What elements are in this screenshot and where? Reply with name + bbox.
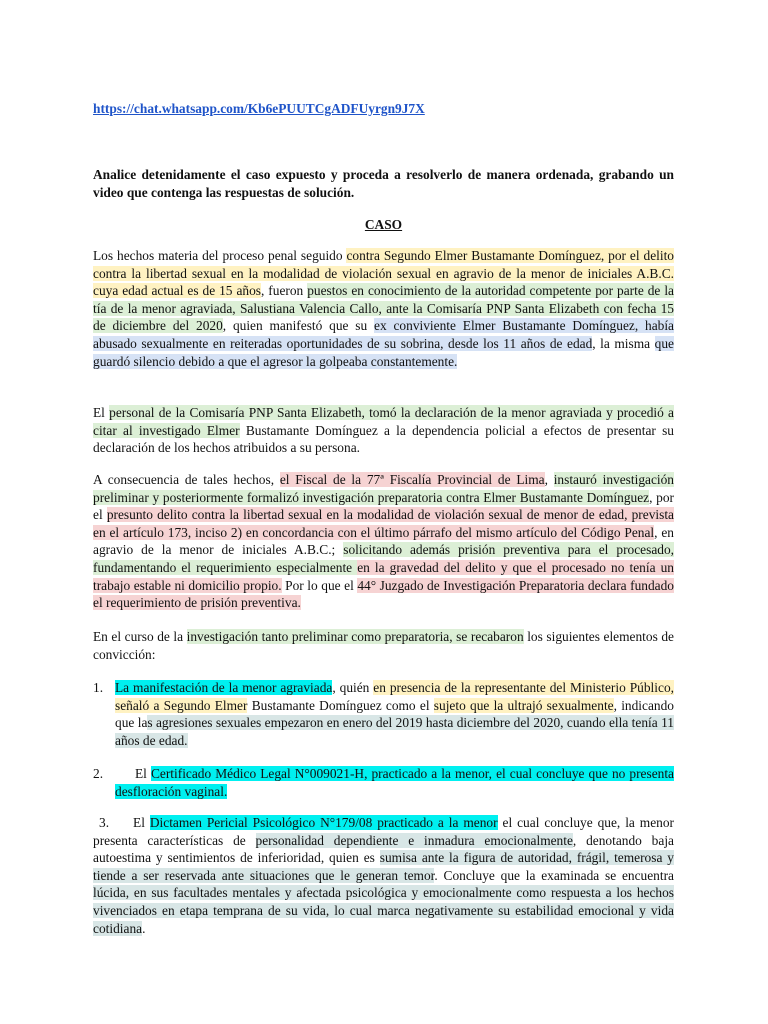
p1-highlight-silence: que guardó silencio debido a que el agresor la golpeaba constantemente. (93, 335, 674, 369)
list-item (93, 765, 674, 800)
whatsapp-link-line (93, 100, 674, 118)
item1-highlight-ministry: en presencia de la representante del Ministerio Público, señaló a Segundo Elmer (115, 680, 674, 713)
p2-highlight-police: personal de la Comisaría PNP Santa Elizabeth, tomó la declaración de la menor agraviada y procedió a citar al investigado Elmer (93, 405, 674, 438)
p3-highlight-fiscal: el Fiscal de la 77ª Fiscalía Provincial de Lima (279, 472, 545, 487)
case-heading (93, 216, 674, 234)
item1-text: , quién (332, 680, 374, 695)
p2-text: Bustamante Domínguez a la dependencia policial a efectos de presentar su declaración de los hechos atribuidos a su persona. (93, 422, 674, 456)
case-heading-text: CASO (364, 217, 403, 232)
p1-text: , quien manifestó que su (222, 318, 375, 334)
item2-text: El (135, 766, 151, 781)
list-item (93, 679, 674, 749)
item3-text: . Concluye que la examinada se encuentra (434, 867, 674, 883)
item3-highlight-dictamen: Dictamen Pericial Psicológico N°179/08 practicado a la menor (149, 815, 498, 830)
item3-highlight-lucid: lúcida, en sus facultades mentales y afectada psicológica y emocionalmente como respuesta a los hechos vivenciados en etapa temprana de su vida, lo cual marca negativamente su estabilidad emocional y vida cotidiana (93, 885, 674, 936)
p1-text: , la misma (592, 335, 655, 351)
whatsapp-link[interactable]: https://chat.whatsapp.com/Kb6ePUUTCgADFUyrgn9J7X (93, 101, 425, 116)
p3-highlight-prison-request: solicitando además prisión preventiva para el procesado, fundamentando el requerimiento especialmente (93, 542, 674, 575)
instruction-text: Analice detenidamente el caso expuesto y proceda a resolverlo de manera ordenada, grabando un video que contenga las respuestas de solución. (93, 167, 674, 200)
item3-highlight-personality: personalidad dependiente e inmadura emocionalmente (255, 832, 573, 848)
p3-highlight-investigation: instauró investigación preliminar y posteriormente formalizó investigación preparatoria contra Elmer Bustamante Domínguez (93, 472, 675, 505)
p1-highlight-report: puestos en conocimiento de la autoridad competente por parte de la tía de la menor agraviada, Salustiana Valencia Callo, ante la Comisaría PNP Santa Elizabeth con fecha 15 de diciembre del 2020 (93, 283, 674, 334)
paragraph-facts (93, 247, 674, 370)
list-number: 3. (99, 815, 110, 830)
p3-highlight-crime: presunto delito contra la libertad sexual en la modalidad de violación sexual de menor de edad, prevista en el artículo 173, inciso 2) en concordancia con el último párrafo del mismo artículo del Código Penal (93, 507, 674, 540)
item1-highlight-manifestation: La manifestación de la menor agraviada (115, 680, 333, 695)
item3-highlight-submissive: sumisa ante la figura de autoridad, frágil, temerosa y tiende a ser reservada ante situaciones que le generan temor (93, 850, 674, 883)
p1-text: Los hechos materia del proceso penal seguido (93, 248, 347, 263)
item3-text: . (142, 920, 146, 936)
p4-text: En el curso de la (93, 629, 187, 644)
paragraph-prosecution (93, 471, 674, 612)
p1-highlight-accused: contra Segundo Elmer Bustamante Domínguez, por el delito contra la libertad sexual en la modalidad de violación sexual en agravio de la menor de iniciales A.B.C. cuya edad actual es de 15 años (93, 248, 674, 299)
item3-text: el cual concluye que, la menor presenta características de (93, 815, 674, 848)
item2-highlight-certificate: Certificado Médico Legal N°009021-H, practicado a la menor, el cual concluye que no presenta desfloración vaginal. (115, 766, 674, 799)
item1-highlight-subject: sujeto que la ultrajó sexualmente (433, 697, 614, 713)
paragraph-evidence-intro (93, 628, 674, 663)
p1-text: , fueron (261, 283, 308, 299)
item3-text: El (133, 815, 150, 830)
p4-highlight-investigation: investigación tanto preliminar como preparatoria, se recabaron (186, 629, 524, 644)
p4-text: los siguientes elementos de convicción: (93, 629, 674, 662)
list-number: 2. (93, 766, 104, 781)
item3-text: , denotando baja autoestima y sentimientos de inferioridad, quien es (93, 832, 674, 866)
p3-text: , (544, 472, 554, 487)
p3-text: Por lo que el (281, 577, 358, 593)
list-item (93, 814, 674, 937)
p3-text: , en agravio de la menor de iniciales A.B.C.; (93, 524, 674, 558)
p3-text: , por el (93, 489, 674, 523)
p1-highlight-abuse: ex conviviente Elmer Bustamante Domínguez, había abusado sexualmente en reiteradas oportunidades de su sobrina, desde los 11 años de edad (93, 318, 674, 351)
item1-text: Bustamante Domínguez como el (247, 697, 434, 713)
paragraph-police (93, 404, 674, 457)
p3-highlight-gravity: en la gravedad del delito y que el procesado no tenía un trabajo estable ni domicilio propio. (93, 559, 674, 593)
p3-text: A consecuencia de tales hechos, (93, 472, 280, 487)
item1-highlight-dates: s agresiones sexuales empezaron en enero del 2019 hasta diciembre del 2020, cuando ella tenía 11 años de edad. (115, 715, 674, 748)
p3-highlight-court: 44° Juzgado de Investigación Preparatoria declara fundado el requerimiento de prisión preventiva. (93, 577, 674, 611)
p2-text: El (93, 405, 110, 420)
list-number: 1. (93, 680, 104, 695)
item1-text: , indicando que la (115, 697, 675, 731)
